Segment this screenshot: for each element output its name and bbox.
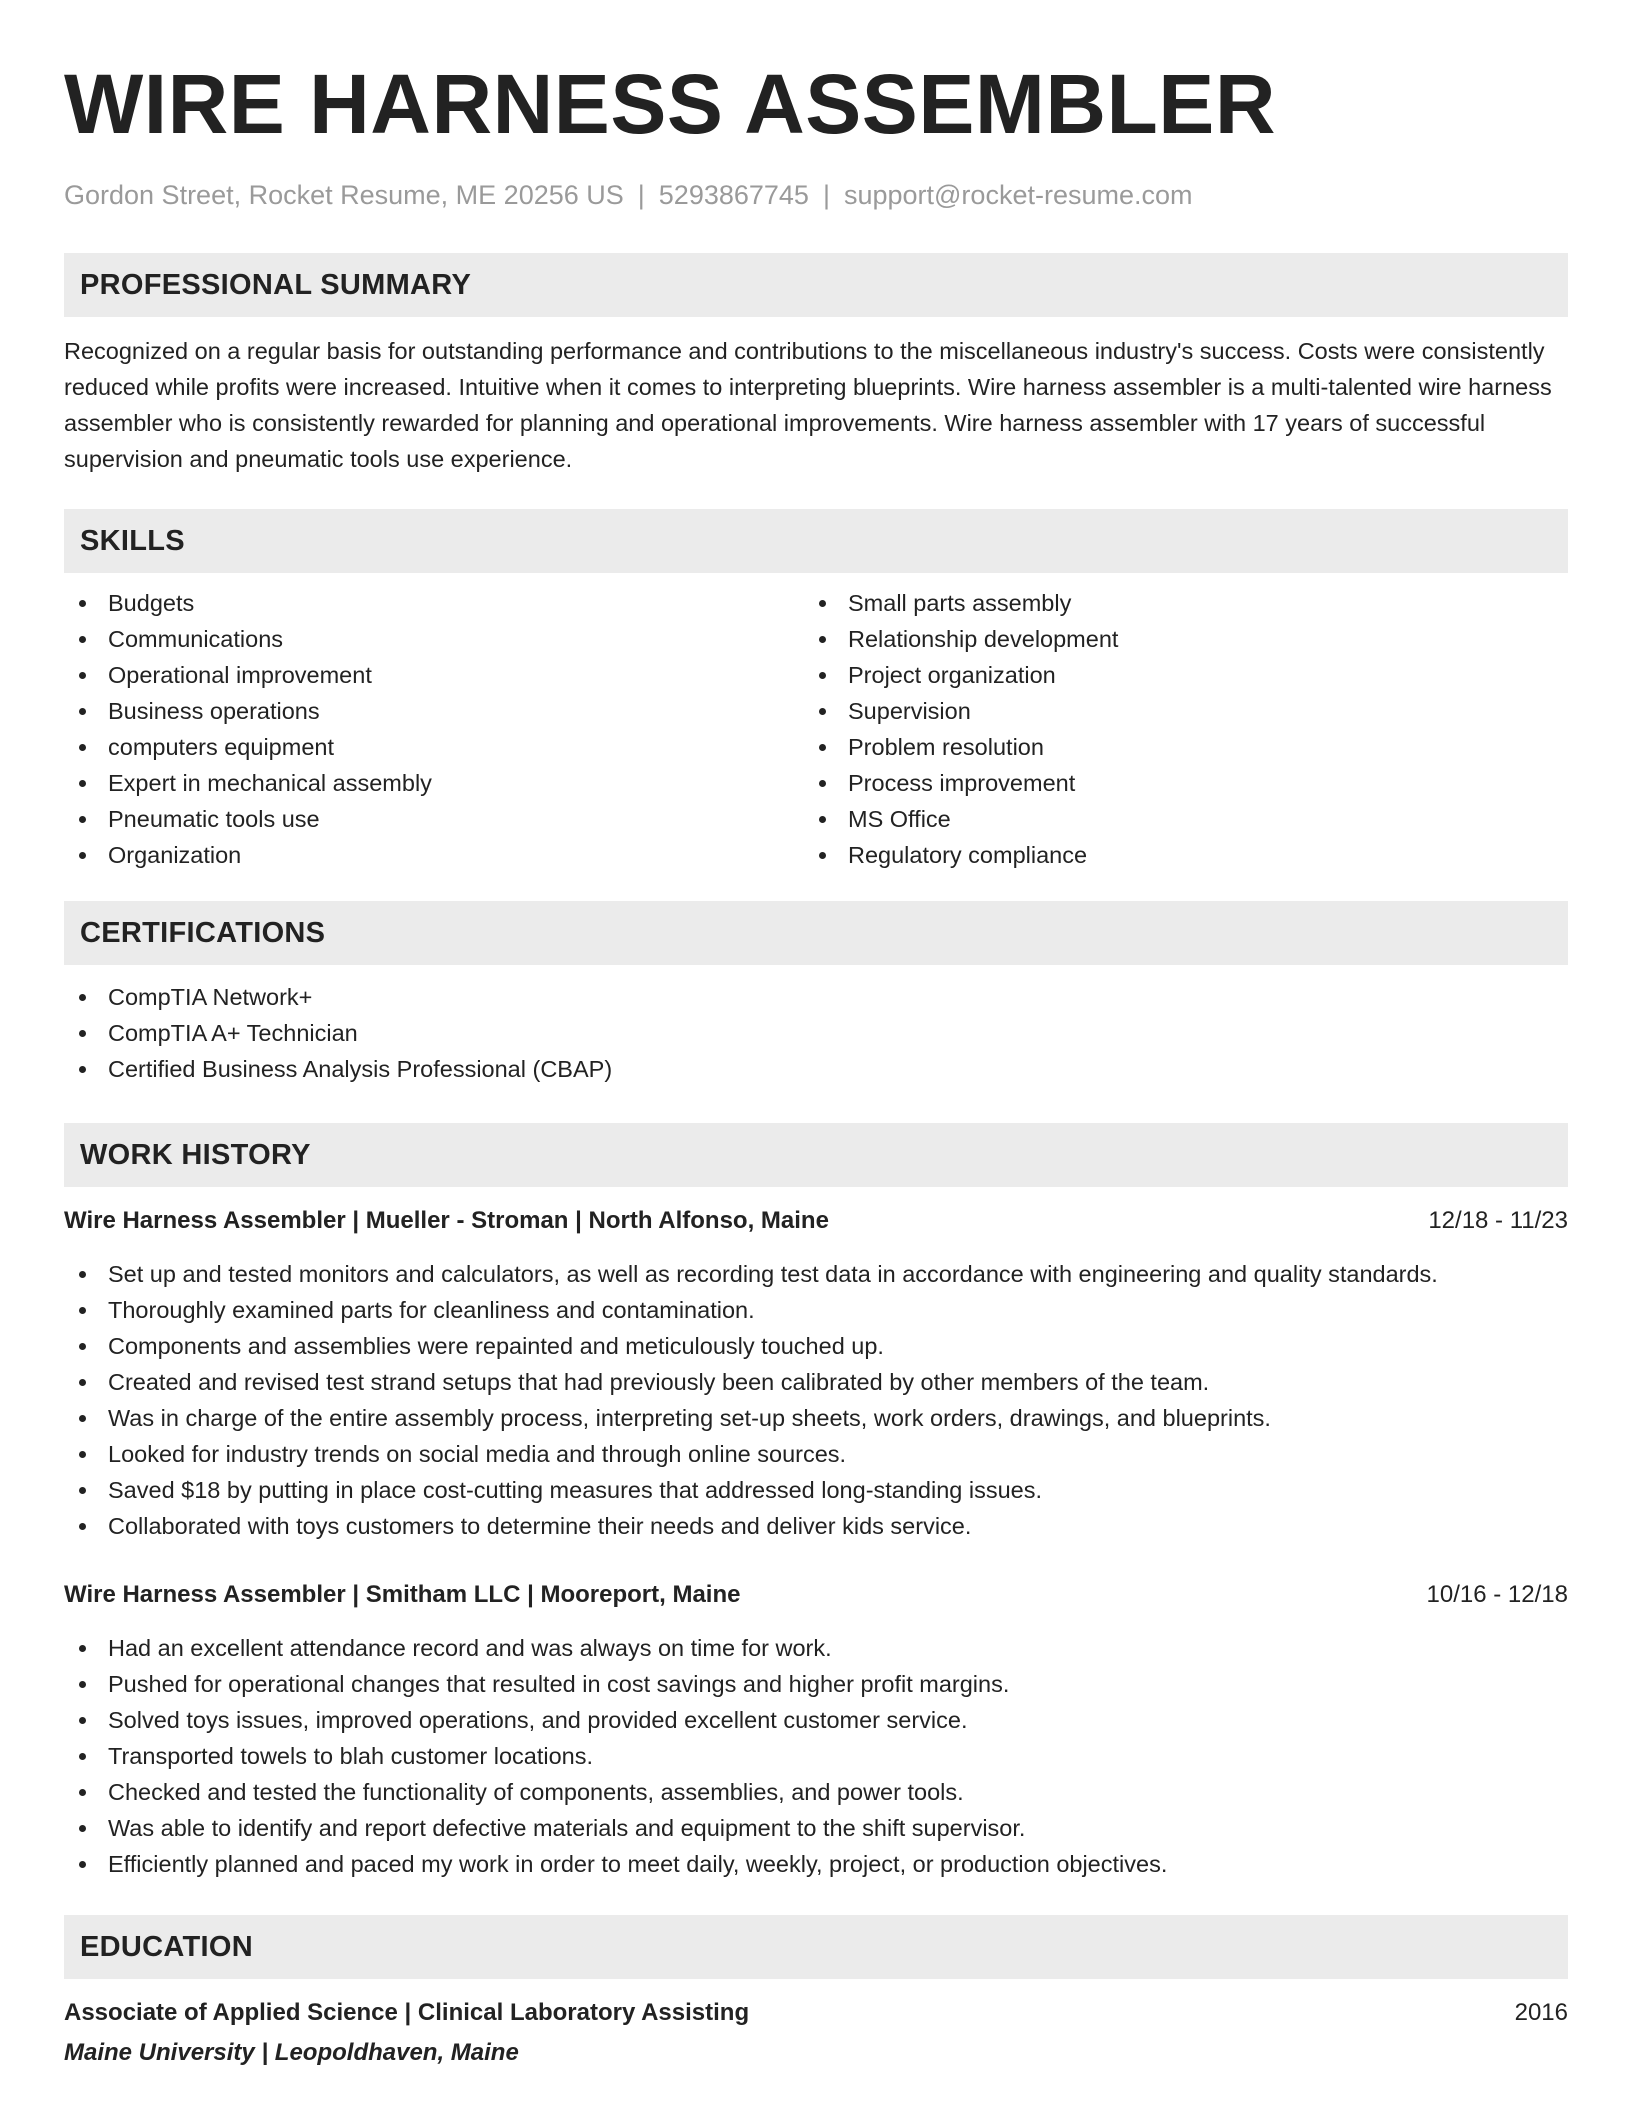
- work-history-heading: WORK HISTORY: [64, 1123, 1568, 1187]
- skills-list-left: [64, 585, 804, 873]
- contact-address: Gordon Street, Rocket Resume, ME 20256 US: [64, 180, 624, 210]
- certification-item: Certified Business Analysis Professional (CBAP): [64, 1051, 1568, 1087]
- job-entry: [64, 1577, 1568, 1882]
- job-bullet: Set up and tested monitors and calculators, as well as recording test data in accordance with engineering and quality standards.: [64, 1256, 1568, 1292]
- job-dates: 12/18 - 11/23: [1428, 1207, 1568, 1234]
- job-title: Wire Harness Assembler | Smitham LLC | Mooreport, Maine: [64, 1581, 741, 1608]
- contact-separator: |: [822, 180, 830, 210]
- skill-item: Business operations: [64, 693, 804, 729]
- job-bullet: Efficiently planned and paced my work in order to meet daily, weekly, project, or production objectives.: [64, 1846, 1568, 1882]
- skill-item: Project organization: [804, 657, 1544, 693]
- job-dates: 10/16 - 12/18: [1426, 1581, 1568, 1608]
- skill-item: MS Office: [804, 801, 1544, 837]
- contact-phone: 5293867745: [658, 180, 809, 210]
- certifications-heading: CERTIFICATIONS: [64, 901, 1568, 965]
- job-header: [64, 1577, 1568, 1613]
- education-heading: EDUCATION: [64, 1915, 1568, 1979]
- contact-email: support@rocket-resume.com: [843, 180, 1193, 210]
- skill-item: Supervision: [804, 693, 1544, 729]
- education-year: 2016: [1514, 1999, 1568, 2026]
- skills-list-right: [804, 585, 1544, 873]
- education-degree: Associate of Applied Science | Clinical Laboratory Assisting: [64, 1999, 750, 2026]
- summary-text: Recognized on a regular basis for outstanding performance and contributions to the miscellaneous industry's success. Costs were consistently reduced while profits were increased. Intuitive when it comes to interpreting blueprints. Wire harness assembler is a multi-talented wire harness assembler who is consistently rewarded for planning and operational improvements. Wire harness assembler with 17 years of successful supervision and pneumatic tools use experience.: [64, 338, 1552, 472]
- job-bullet: Checked and tested the functionality of components, assemblies, and power tools.: [64, 1774, 1568, 1810]
- candidate-name: WIRE HARNESS ASSEMBLER: [64, 57, 1276, 151]
- skill-item: Problem resolution: [804, 729, 1544, 765]
- contact-separator: |: [637, 180, 645, 210]
- skills-grid: [64, 585, 1568, 873]
- job-bullet: Solved toys issues, improved operations, and provided excellent customer service.: [64, 1702, 1568, 1738]
- job-bullet: Transported towels to blah customer locations.: [64, 1738, 1568, 1774]
- certification-item: CompTIA Network+: [64, 979, 1568, 1015]
- job-entry: [64, 1203, 1568, 1544]
- skill-item: Expert in mechanical assembly: [64, 765, 804, 801]
- job-bullet: Created and revised test strand setups that had previously been calibrated by other members of the team.: [64, 1364, 1568, 1400]
- job-bullet: Was in charge of the entire assembly process, interpreting set-up sheets, work orders, drawings, and blueprints.: [64, 1400, 1568, 1436]
- job-bullets: [64, 1630, 1568, 1882]
- job-bullet: Collaborated with toys customers to determine their needs and deliver kids service.: [64, 1508, 1568, 1544]
- skill-item: Pneumatic tools use: [64, 801, 804, 837]
- summary-heading: PROFESSIONAL SUMMARY: [64, 253, 1568, 317]
- job-bullet: Pushed for operational changes that resulted in cost savings and higher profit margins.: [64, 1666, 1568, 1702]
- skill-item: computers equipment: [64, 729, 804, 765]
- job-bullets: [64, 1256, 1568, 1544]
- skill-item: Budgets: [64, 585, 804, 621]
- skill-item: Organization: [64, 837, 804, 873]
- skill-item: Regulatory compliance: [804, 837, 1544, 873]
- certifications-list: [64, 979, 1568, 1087]
- job-header: [64, 1203, 1568, 1239]
- skill-item: Communications: [64, 621, 804, 657]
- skill-item: Process improvement: [804, 765, 1544, 801]
- certification-item: CompTIA A+ Technician: [64, 1015, 1568, 1051]
- job-bullet: Saved $18 by putting in place cost-cutting measures that addressed long-standing issues.: [64, 1472, 1568, 1508]
- job-title: Wire Harness Assembler | Mueller - Stroman | North Alfonso, Maine: [64, 1207, 829, 1234]
- job-bullet: Components and assemblies were repainted and meticulously touched up.: [64, 1328, 1568, 1364]
- job-bullet: Looked for industry trends on social media and through online sources.: [64, 1436, 1568, 1472]
- skill-item: Small parts assembly: [804, 585, 1544, 621]
- skill-item: Operational improvement: [64, 657, 804, 693]
- education-entry: [64, 1995, 1568, 2071]
- education-school: Maine University | Leopoldhaven, Maine: [64, 2039, 519, 2066]
- job-bullet: Thoroughly examined parts for cleanliness and contamination.: [64, 1292, 1568, 1328]
- education-header: [64, 1995, 1568, 2031]
- skills-heading: SKILLS: [64, 509, 1568, 573]
- job-bullet: Had an excellent attendance record and was always on time for work.: [64, 1630, 1568, 1666]
- skill-item: Relationship development: [804, 621, 1544, 657]
- contact-line: [64, 178, 1568, 212]
- job-bullet: Was able to identify and report defective materials and equipment to the shift supervisor.: [64, 1810, 1568, 1846]
